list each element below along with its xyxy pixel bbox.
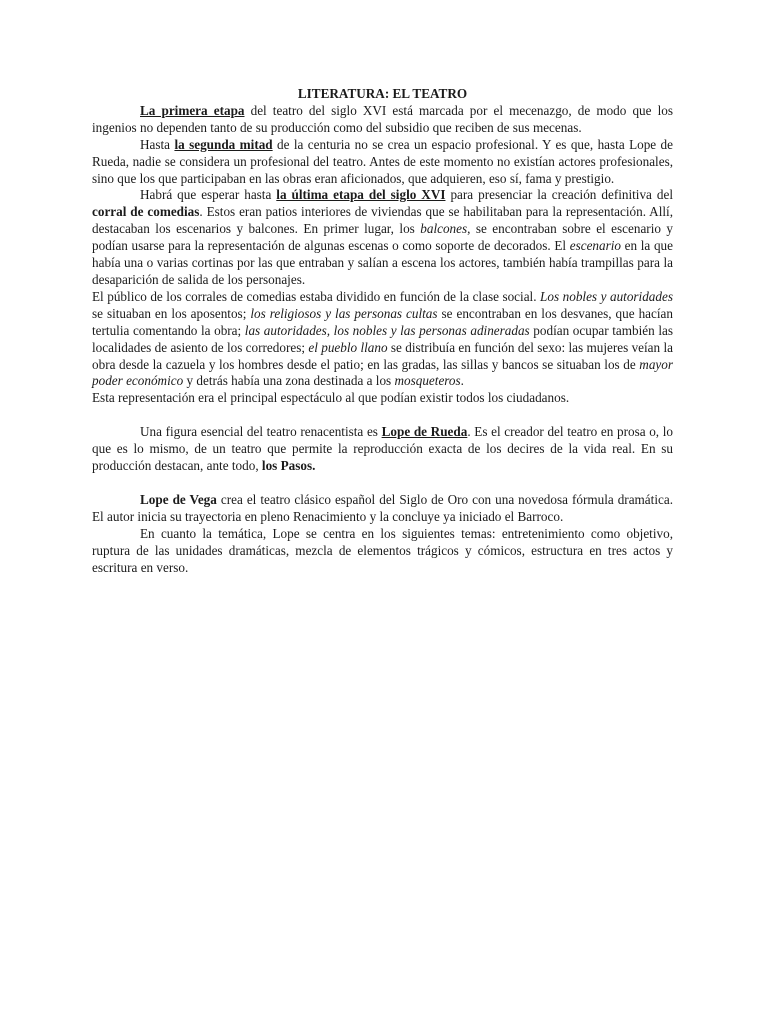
text-span: para presenciar la creación definitiva del	[445, 187, 673, 203]
text-span: . Estos eran patios interiores de viviendas que se habilitaban para la representación. Allí, destacaban los escenarios y balcones. En primer lugar, los	[92, 204, 673, 237]
document-page	[92, 86, 673, 576]
text-span: Una figura esencial del teatro renacentista es	[140, 424, 382, 440]
text-span: .	[460, 373, 464, 389]
text-span: se distribuía en función del sexo: las mujeres veían la obra desde la cazuela y los hombres desde el patio; en las gradas, las sillas y bancos se situaban los de	[92, 339, 673, 372]
name-lope-de-rueda: Lope de Rueda	[381, 424, 468, 440]
heading-ultima-etapa: la última etapa del siglo XVI	[276, 187, 446, 203]
heading-primera-etapa: La primera etapa	[140, 102, 245, 118]
document-title: LITERATURA: EL TEATRO	[297, 86, 468, 101]
paragraph-tematica: En cuanto la temática, Lope se centra en los siguientes temas: entretenimiento como objetivo, ruptura de las unidades dramáticas, mezcla de elementos trágicos y cómicos, estructura en tres actos y escritura en verso.	[92, 525, 673, 575]
term-religiosos-cultas: los religiosos y las personas cultas	[250, 305, 438, 321]
text-span: , se encontraban sobre el escenario y podían usarse para la representación de algunas escenas o como soporte de decorados. El	[92, 221, 673, 254]
name-lope-de-vega: Lope de Vega	[140, 491, 217, 507]
text-span: en la que había una o varias cortinas por las que entraban y salían a escena los actores, también había trampillas para la desaparición de salida de los personajes.	[92, 238, 673, 287]
text-span: crea el teatro clásico español del Siglo de Oro con una novedosa fórmula dramática. El autor inicia su trayectoria en pleno Renacimiento y la concluye ya iniciado el Barroco.	[92, 491, 673, 524]
paragraph-primera-etapa	[92, 103, 673, 137]
term-nobles-autoridades: Los nobles y autoridades	[540, 288, 673, 304]
term-pueblo-llano: el pueblo llano	[308, 339, 388, 355]
paragraph-representacion: Esta representación era el principal espectáculo al que podían existir todos los ciudadanos.	[92, 390, 570, 406]
text-span: podían ocupar también las localidades de asiento de los corredores;	[92, 322, 673, 355]
text-span: del teatro del siglo XVI está marcada por el mecenazgo, de modo que los ingenios no dependen tanto de su producción como del subsidio que reciben de sus mecenas.	[92, 102, 673, 135]
term-adineradas: las autoridades, los nobles y las personas adineradas	[244, 322, 530, 338]
paragraph-ultima-etapa	[92, 187, 673, 288]
paragraph-segunda-mitad	[92, 137, 673, 188]
heading-segunda-mitad: la segunda mitad	[174, 136, 273, 152]
text-span: Habrá que esperar hasta	[140, 187, 277, 203]
text-span: de la centuria no se crea un espacio profesional. Y es que, hasta Lope de Rueda, nadie se considera un profesional del teatro. Antes de este momento no existían actores profesionales, sino que los que participaban en las obras eran aficionados, que adquieren, eso sí, fama y prestigio.	[92, 136, 674, 186]
text-span: se encontraban en los desvanes, que hacían tertulia comentando la obra;	[92, 305, 673, 338]
term-los-pasos: los Pasos.	[261, 458, 316, 474]
text-span: . Es el creador del teatro en prosa o, lo que es lo mismo, de un teatro que permite la reproducción exacta de los decires de la vida real. En su producción destacan, ante todo,	[92, 424, 674, 474]
text-span: El público de los corrales de comedias estaba dividido en función de la clase social.	[92, 288, 541, 304]
paragraph-publico	[92, 289, 673, 390]
text-span: se situaban en los aposentos;	[92, 305, 251, 321]
paragraph-lope-de-vega	[92, 492, 673, 526]
text-span: y detrás había una zona destinada a los	[183, 373, 395, 389]
term-corral-de-comedias: corral de comedias	[92, 204, 200, 220]
term-balcones: balcones	[420, 221, 468, 237]
paragraph-lope-de-rueda	[92, 424, 673, 475]
term-mayor-poder: mayor poder económico	[92, 356, 673, 389]
text-span: Hasta	[140, 136, 175, 152]
term-mosqueteros: mosqueteros	[394, 373, 461, 389]
term-escenario: escenario	[569, 238, 622, 254]
